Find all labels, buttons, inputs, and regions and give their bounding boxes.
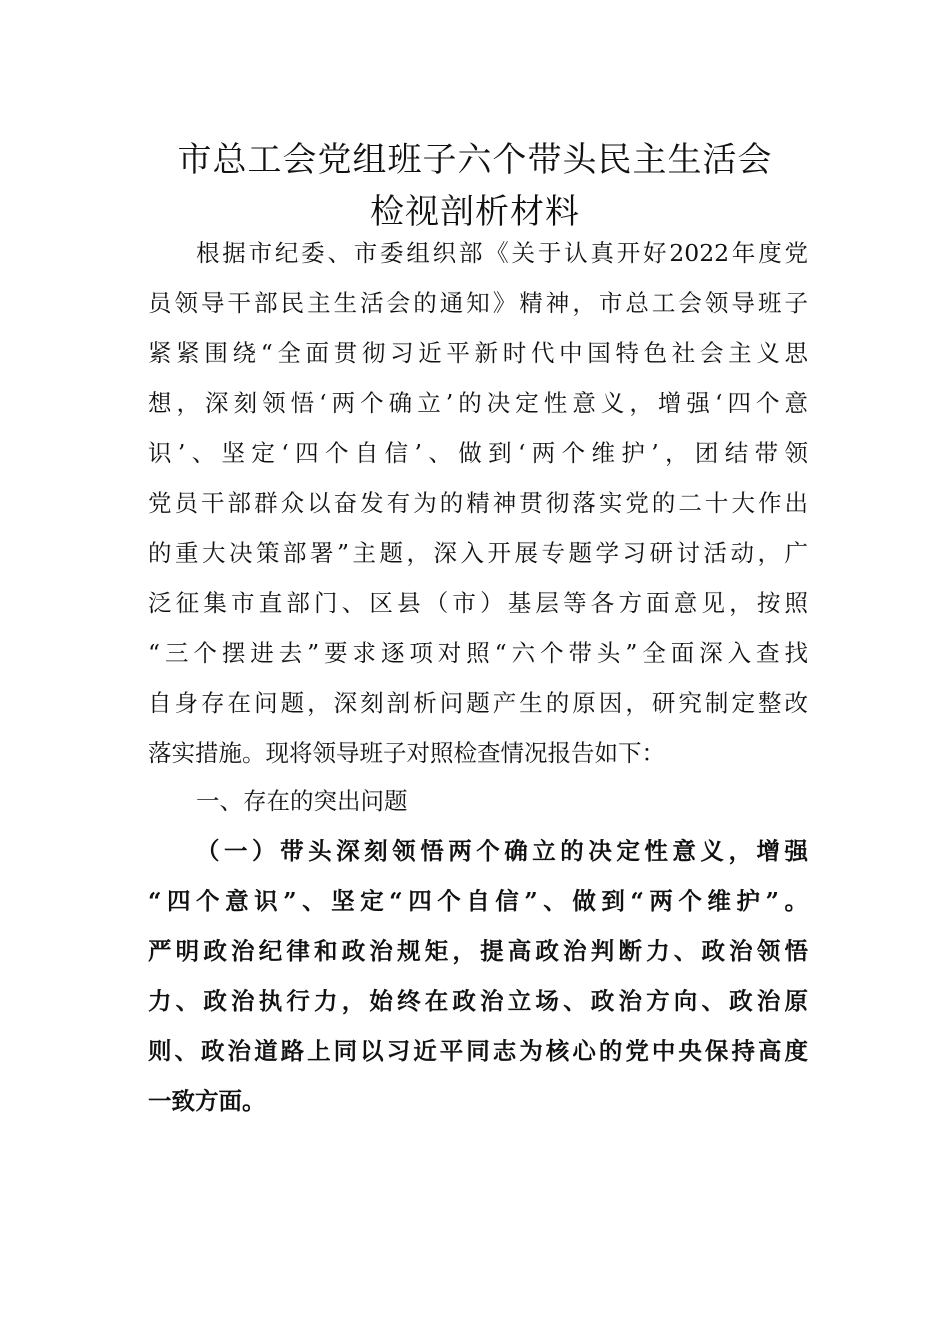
subsection-line: 则、政治道路上同以习近平同志为核心的党中央保持高度 (148, 1037, 808, 1065)
intro-line: 识’、坚定‘四个自信’、做到‘两个维护’，团结带领 (148, 439, 808, 467)
subsection-line: 一致方面。 (148, 1087, 266, 1115)
document-title-line-1: 市总工会党组班子六个带头民主生活会 (177, 140, 773, 180)
intro-line: 紧紧围绕“全面贯彻习近平新时代中国特色社会主义思 (148, 339, 808, 367)
section-heading: 一、存在的突出问题 (196, 787, 408, 815)
intro-line: 的重大决策部署”主题，深入开展专题学习研讨活动，广 (148, 539, 808, 567)
intro-line: “三个摆进去”要求逐项对照“六个带头”全面深入查找 (148, 639, 808, 667)
intro-line: 根据市纪委、市委组织部《关于认真开好2022年度党 (196, 239, 808, 267)
document-title-line-2: 检视剖析材料 (370, 192, 580, 232)
subsection-line: （一）带头深刻领悟两个确立的决定性意义，增强 (196, 837, 808, 865)
subsection-line: 力、政治执行力，始终在政治立场、政治方向、政治原 (148, 987, 808, 1015)
intro-line: 自身存在问题，深刻剖析问题产生的原因，研究制定整改 (148, 689, 808, 717)
subsection-line: “四个意识”、坚定“四个自信”、做到“两个维护”。 (148, 887, 808, 915)
intro-line: 党员干部群众以奋发有为的精神贯彻落实党的二十大作出 (148, 489, 808, 517)
intro-line: 泛征集市直部门、区县（市）基层等各方面意见，按照 (148, 589, 808, 617)
subsection-line: 严明政治纪律和政治规矩，提高政治判断力、政治领悟 (148, 937, 808, 965)
intro-line: 落实措施。现将领导班子对照检查情况报告如下： (148, 739, 665, 767)
intro-line: 员领导干部民主生活会的通知》精神，市总工会领导班子 (148, 289, 808, 317)
intro-line: 想，深刻领悟‘两个确立’的决定性意义，增强‘四个意 (148, 389, 808, 417)
